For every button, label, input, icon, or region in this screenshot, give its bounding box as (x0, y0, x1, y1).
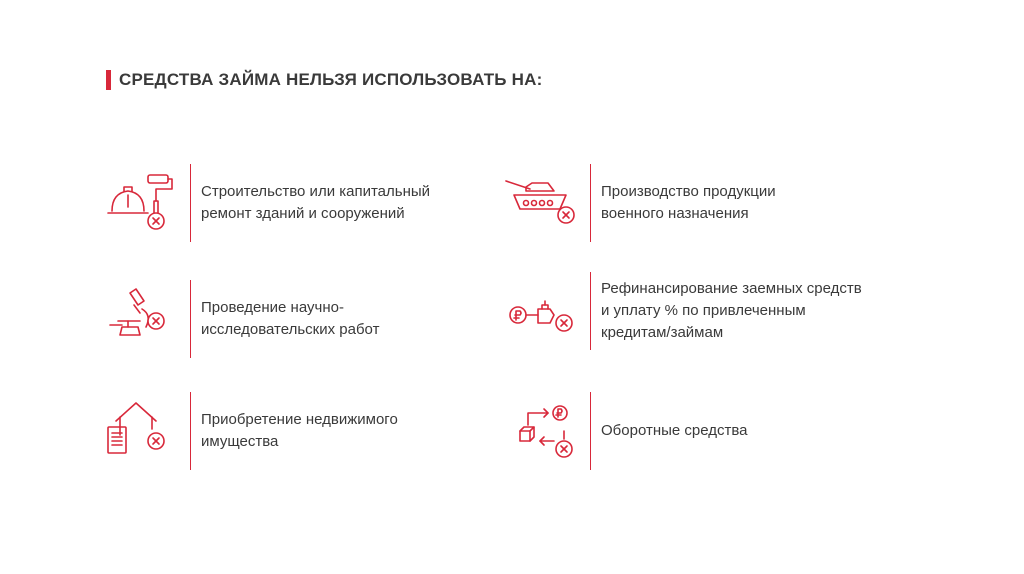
title-accent-bar (106, 70, 111, 90)
title-text: СРЕДСТВА ЗАЙМА НЕЛЬЗЯ ИСПОЛЬЗОВАТЬ НА: (119, 70, 543, 89)
item-refinancing (504, 272, 891, 350)
microscope-icon (104, 283, 176, 355)
item-divider (590, 164, 591, 242)
item-construction (104, 164, 491, 242)
item-divider (190, 280, 191, 358)
item-label: Строительство или капитальный ремонт зданий и сооружений (201, 183, 431, 222)
item-divider (590, 392, 591, 470)
item-label: Производство продукции военного назначения (601, 183, 776, 222)
item-label: Рефинансирование заемных средств и уплату % по привлеченным кредитам/займам (601, 280, 862, 341)
hard-hat-roller-icon (104, 167, 176, 239)
item-label: Проведение научно- исследовательских работ (201, 299, 380, 338)
item-research (104, 280, 491, 358)
tank-icon (504, 167, 576, 239)
item-label: Оборотные средства (601, 422, 748, 439)
item-military (504, 164, 891, 242)
page-title (106, 70, 542, 90)
working-capital-icon (504, 395, 576, 467)
item-working-capital (504, 392, 891, 470)
house-document-icon (104, 395, 176, 467)
refinance-icon (504, 275, 576, 347)
item-divider (190, 392, 191, 470)
item-real-estate (104, 392, 491, 470)
item-divider (190, 164, 191, 242)
item-divider (590, 272, 591, 350)
item-label: Приобретение недвижимого имущества (201, 411, 398, 450)
